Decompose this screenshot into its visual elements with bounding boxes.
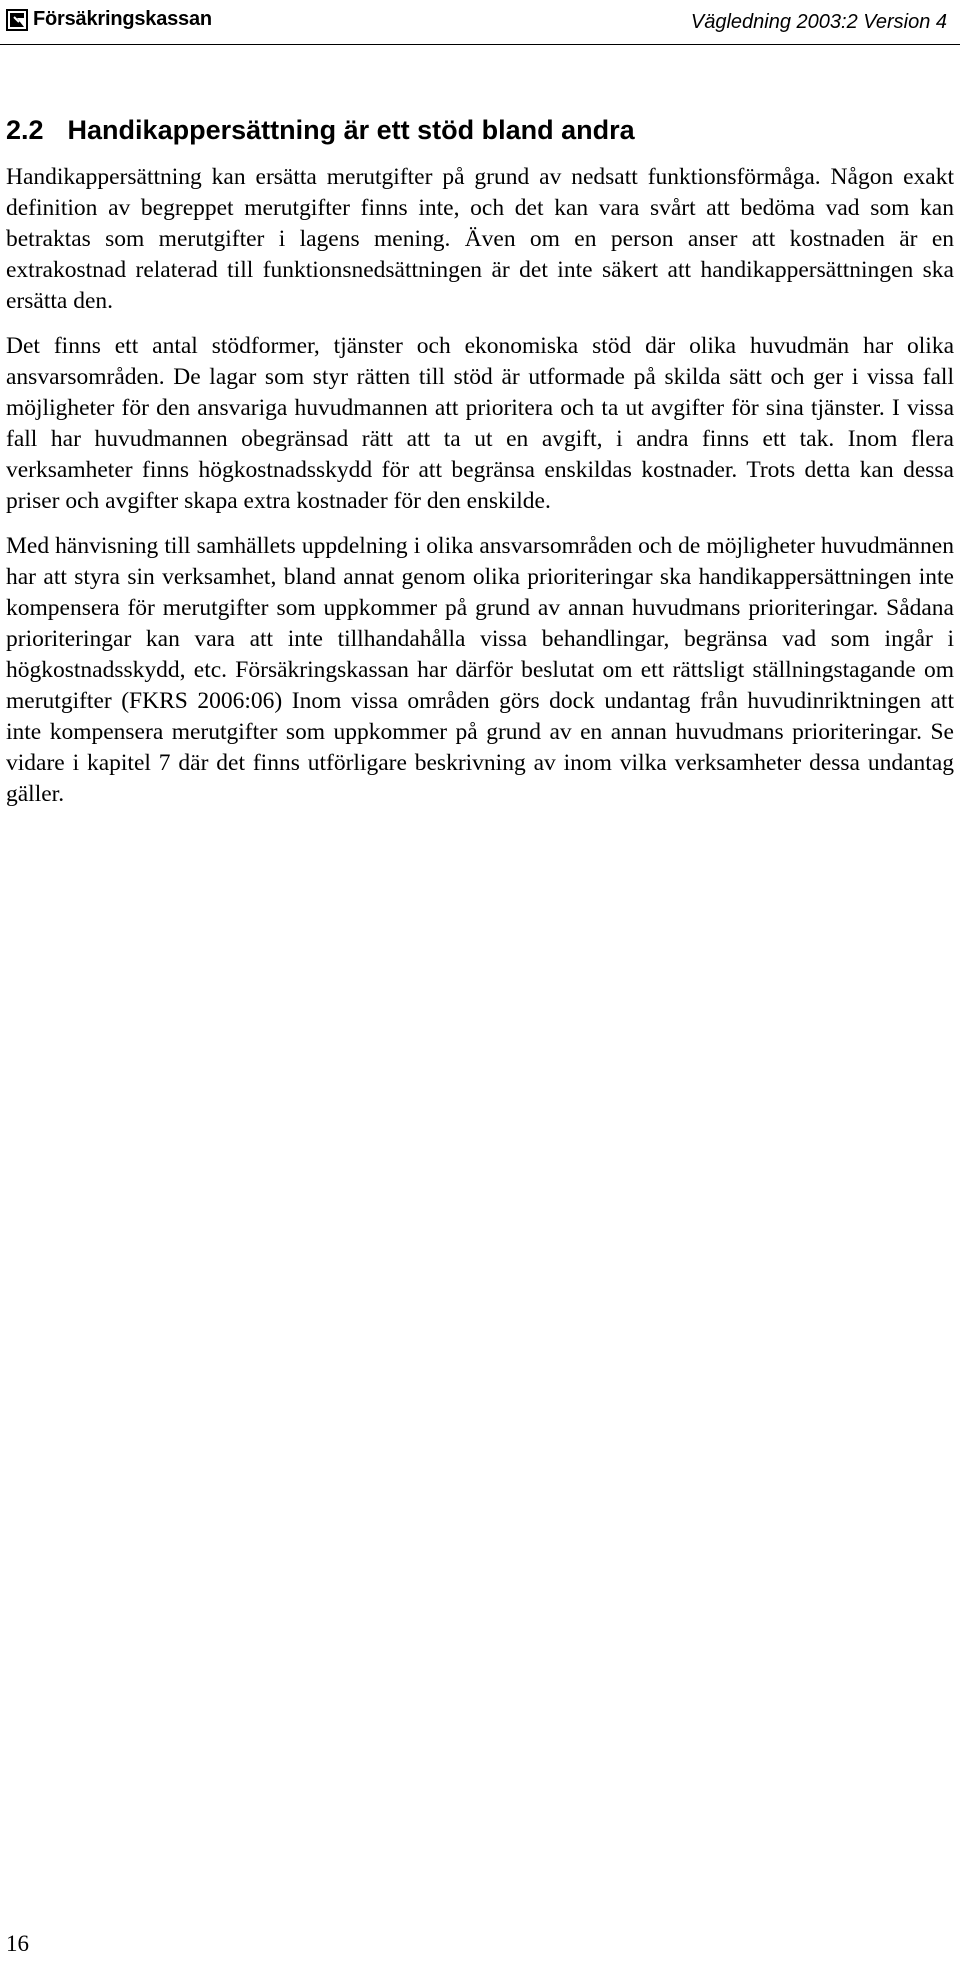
section-heading xyxy=(6,112,954,148)
brand-logo xyxy=(6,8,212,31)
section-title: Handikappersättning är ett stöd bland andra xyxy=(67,115,635,145)
page-number: 16 xyxy=(6,1931,29,1956)
body-paragraph-2: Det finns ett antal stödformer, tjänster och ekonomiska stöd där olika huvudmän har olika ansvarsområden. De lagar som styr rätten till stöd är utformade på skilda sätt och ger i vissa fall möjligheter för den ansvariga huvudmannen att prioritera och ta ut avgifter för sina tjänster. I vissa fall har huvudmannen obegränsad rätt att ta ut en avgift, i andra finns ett tak. Inom flera verksamheter finns högkostnadsskydd för att begränsa enskildas kostnader. Trots detta kan dessa priser och avgifter skapa extra kostnader för den enskilde. xyxy=(6,333,954,514)
header-divider xyxy=(0,44,960,45)
section-number: 2.2 xyxy=(6,115,44,145)
brand-logo-icon xyxy=(6,9,28,31)
page-header xyxy=(0,0,960,46)
body-paragraph-1: Handikappersättning kan ersätta merutgifter på grund av nedsatt funktionsförmåga. Någon exakt definition av begreppet merutgifter finns inte, och det kan vara svårt att bedöma vad som kan betraktas som merutgifter i lagens mening. Även om en person anser att kostnaden är en extrakostnad relaterad till funktionsnedsättningen är det inte säkert att handikappersättningen ska ersätta den. xyxy=(6,164,954,314)
document-reference: Vägledning 2003:2 Version 4 xyxy=(690,11,947,33)
body-paragraph-3: Med hänvisning till samhällets uppdelning i olika ansvarsområden och de möjligheter huvudmännen har att styra sin verksamhet, bland annat genom olika prioriteringar ska handikappersättningen inte kompensera för merutgifter som uppkommer på grund av annan huvudmans prioriteringar. Sådana prioriteringar kan vara att inte tillhandahålla vissa behandlingar, begränsa vad som ingår i högkostnadsskydd, etc. Försäkringskassan har därför beslutat om ett rättsligt ställningstagande om merutgifter (FKRS 2006:06) Inom vissa områden görs dock undantag från huvudinriktningen att inte kompensera merutgifter som uppkommer på grund av en annan huvudmans prioriteringar. Se vidare i kapitel 7 där det finns utförligare beskrivning av inom vilka verksamheter dessa undantag gäller. xyxy=(6,533,954,807)
main-content xyxy=(6,112,954,824)
brand-name: Försäkringskassan xyxy=(33,8,212,30)
